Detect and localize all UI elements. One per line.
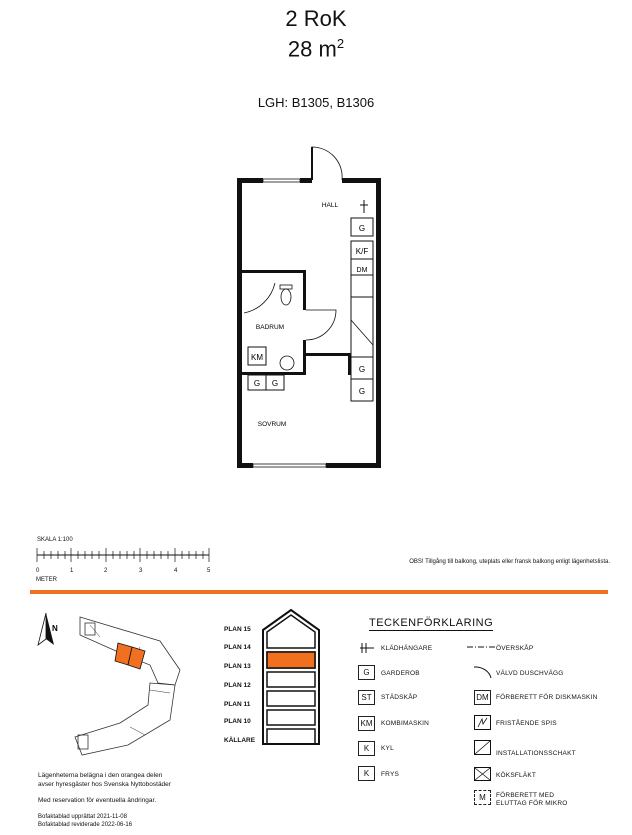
svg-text:G: G — [253, 379, 261, 388]
legend-label-microwave-1: FÖRBERETT MED — [496, 792, 555, 799]
legend-label-wardrobe: GARDEROB — [381, 670, 420, 677]
svg-text:G: G — [358, 387, 366, 396]
building-section — [255, 608, 327, 748]
floor-label-14: PLAN 14 — [224, 644, 251, 651]
scale-tick-3: 3 — [139, 568, 143, 574]
scale-title: SKALA 1:100 — [37, 537, 73, 543]
legend-label-fridge: KYL — [381, 745, 394, 752]
legend-symbol-freezer: K — [358, 766, 375, 781]
floor-plan — [230, 145, 390, 475]
site-map — [30, 605, 210, 760]
scale-tick-2: 2 — [104, 568, 108, 574]
footer-dates: Bofaktablad upprättat 2021-11-08 Bofaktablad reviderade 2022-06-16 — [38, 814, 133, 828]
floor-label-10: PLAN 10 — [224, 718, 251, 725]
svg-text:G: G — [358, 224, 366, 233]
scale-tick-5: 5 — [207, 568, 211, 574]
bedroom-label: SOVRUM — [257, 421, 287, 428]
highlight-floor — [267, 652, 315, 668]
fan-icon — [474, 767, 491, 781]
legend-symbol-cleaning: ST — [358, 690, 375, 705]
footer-orange-note: Lägenheterna belägna i den orangea delen avser hyresgäster hos Svenska Nyttobostäder — [38, 772, 171, 788]
dashed-line-icon — [466, 644, 496, 650]
floor-label-11: PLAN 11 — [224, 701, 251, 708]
svg-text:G: G — [271, 379, 279, 388]
legend-symbol-wardrobe: G — [358, 665, 375, 680]
divider-bar — [30, 590, 608, 594]
legend-label-hanger: KLÄDHÄNGARE — [381, 645, 433, 652]
room-count-title: 2 RoK — [285, 6, 347, 31]
floor-label-basement: KÄLLARE — [224, 737, 256, 744]
legend-label-combi: KOMBIMASKIN — [381, 720, 430, 727]
scale-tick-4: 4 — [174, 568, 178, 574]
bathroom-label: BADRUM — [255, 324, 285, 331]
footer-reservation: Med reservation för eventuella ändringar. — [38, 797, 157, 804]
stove-icon — [474, 715, 491, 730]
legend-label-overhead: ÖVERSKÅP — [496, 645, 534, 652]
legend-symbol-fridge: K — [358, 741, 375, 756]
north-arrow-icon — [38, 613, 58, 645]
shaft-icon — [474, 740, 491, 755]
legend-symbol-combi: KM — [358, 716, 375, 731]
floor-label-15: PLAN 15 — [224, 626, 251, 633]
scale-bar — [35, 545, 215, 567]
legend-label-stove: FRISTÅENDE SPIS — [496, 720, 557, 727]
legend-symbol-microwave: M — [474, 790, 491, 805]
svg-text:G: G — [358, 365, 366, 374]
scale-tick-0: 0 — [36, 568, 40, 574]
km-mark: KM — [251, 353, 263, 362]
svg-text:N: N — [52, 624, 58, 633]
hall-label: HALL — [321, 202, 339, 209]
legend-label-dishwasher: FÖRBERETT FÖR DISKMASKIN — [496, 694, 598, 701]
apartment-ids: LGH: B1305, B1306 — [257, 95, 375, 110]
scale-unit: METER — [36, 577, 57, 583]
balcony-notice: OBS! Tillgång till balkong, uteplats eller fransk balkong enligt lägenhetslista. — [409, 559, 610, 565]
legend-label-microwave-2: ELUTTAG FÖR MIKRO — [496, 800, 568, 807]
legend-label-cleaning: STÄDSKÅP — [381, 694, 418, 701]
legend-symbol-dishwasher: DM — [474, 690, 491, 705]
floor-label-13: PLAN 13 — [224, 663, 251, 670]
legend-label-shaft: INSTALLATIONSSCHAKT — [496, 750, 576, 757]
scale-tick-1: 1 — [70, 568, 74, 574]
arc-icon — [472, 664, 494, 680]
kf-mark: K/F — [355, 247, 369, 256]
area-title: 28 $m^2$ — [287, 36, 345, 62]
legend-label-shower: VÄLVD DUSCHVÄGG — [496, 670, 564, 677]
hanger-icon — [358, 641, 376, 655]
legend-title: TECKENFÖRKLARING — [369, 617, 494, 629]
legend-label-freezer: FRYS — [381, 771, 400, 778]
legend-label-fan: KÖKSFLÄKT — [496, 772, 537, 779]
floor-label-12: PLAN 12 — [224, 682, 251, 689]
svg-text:DM: DM — [356, 267, 368, 274]
